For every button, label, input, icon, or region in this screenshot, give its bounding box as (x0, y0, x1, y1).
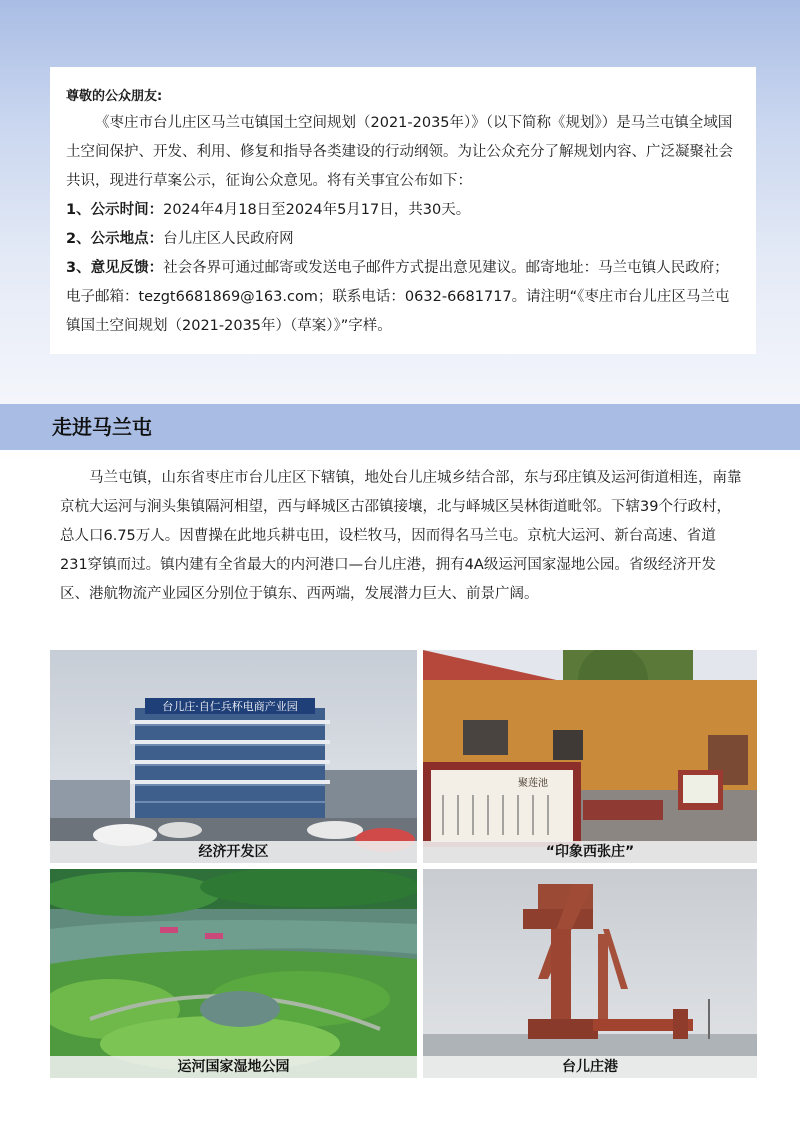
photo-caption: 经济开发区 (50, 841, 417, 863)
photo-wetland-park (50, 869, 417, 1078)
item-text: 社会各界可通过邮寄或发送电子邮件方式提出意见建议。邮寄地址：马兰屯镇人民政府；电子邮箱：tezgt6681869@163.com；联系电话：0632-6681717。请注明“《枣庄市台儿庄区马兰屯镇国土空间规划（2021-2035年）（草案）》”字样。 (66, 260, 730, 334)
greeting: 尊敬的公众朋友: (66, 89, 163, 104)
section-title: 走进马兰屯 (0, 404, 800, 450)
item-text: 台儿庄区人民政府网 (163, 231, 294, 247)
item-text: 2024年4月18日至2024年5月17日，共30天。 (163, 202, 471, 218)
notice-item-feedback (66, 254, 740, 341)
item-label: 1、公示时间： (66, 202, 164, 218)
photo-taierzhuang-port (423, 869, 757, 1078)
public-notice-box (50, 67, 756, 354)
photo-caption: 台儿庄港 (423, 1056, 757, 1078)
photo-caption: “印象西张庄” (423, 841, 757, 863)
notice-item-place (66, 225, 740, 254)
intro-paragraph: 马兰屯镇，山东省枣庄市台儿庄区下辖镇，地处台儿庄城乡结合部，东与邳庄镇及运河街道相连，南靠京杭大运河与涧头集镇隔河相望，西与峄城区古邵镇接壤，北与峄城区吴林街道毗邻。下辖39个行政村，总人口6.75万人。因曹操在此地兵耕屯田，设栏牧马，因而得名马兰屯。京杭大运河、新台高速、省道231穿镇而过。镇内建有全省最大的内河港口—台儿庄港，拥有4A级运河国家湿地公园。省级经济开发区、港航物流产业园区分别位于镇东、西两端，发展潜力巨大、前景广阔。 (60, 470, 742, 602)
item-label: 3、意见反馈： (66, 260, 164, 276)
notice-item-time (66, 196, 740, 225)
photo-caption: 运河国家湿地公园 (50, 1056, 417, 1078)
notice-paragraph: 《枣庄市台儿庄区马兰屯镇国土空间规划（2021-2035年）》（以下简称《规划》）是马兰屯镇全域国土空间保护、开发、利用、修复和指导各类建设的行动纲领。为让公众充分了解规划内容、广泛凝聚社会共识，现进行草案公示，征询公众意见。将有关事宜公布如下： (66, 115, 733, 189)
item-label: 2、公示地点： (66, 231, 164, 247)
photo-xizhangzhuang (423, 650, 757, 863)
building-sign: 台儿庄·自仁兵杯电商产业园 (162, 700, 298, 713)
photo-economic-zone (50, 650, 417, 863)
plaque-text: 聚莲池 (518, 778, 548, 789)
